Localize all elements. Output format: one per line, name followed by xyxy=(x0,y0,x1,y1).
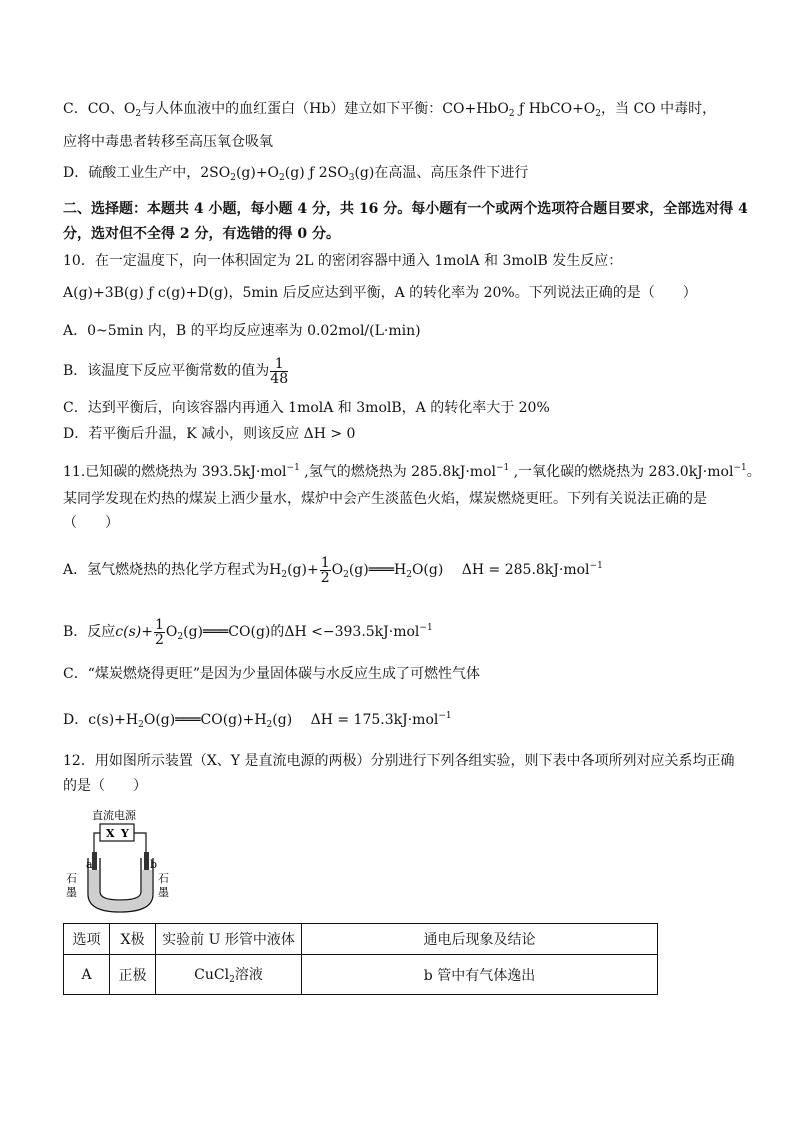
row-x-pole: 正极 xyxy=(110,955,156,995)
x-label: X xyxy=(106,827,115,840)
q10-option-d: D．若平衡后升温，K 减小，则该反应 ΔH > 0 xyxy=(63,426,356,442)
table-header-row xyxy=(64,924,658,955)
fraction-1-48: $\frac{1}{48}$ xyxy=(270,355,289,387)
q11-stem-cont: 某同学发现在灼热的煤炭上洒少量水，煤炉中会产生淡蓝色火焰，煤炭燃烧更旺。下列有关说法正确的是 xyxy=(63,491,707,507)
left-graphite-1: 石 xyxy=(66,872,77,885)
row-result: b 管中有气体逸出 xyxy=(302,955,658,995)
q11-option-a: A．氢气燃烧热的热化学方程式为$H_2(g)+$ $\frac{1}{2}$ $O_2(g)═══H_2O(g)$ ΔH = 285.8kJ·mol$^{-1}$ xyxy=(63,554,603,586)
table-row xyxy=(64,955,658,995)
q12-stem: 12．用如图所示装置（X、Y 是直流电源的两极）分别进行下列各组实验，则下表中各项所列对应关系均正确 xyxy=(63,753,735,769)
power-label: 直流电源 xyxy=(92,809,136,822)
q11-stem-paren: （ ） xyxy=(63,515,119,531)
header-liquid: 实验前 U 形管中液体 xyxy=(156,924,302,955)
q10-option-c: C．达到平衡后，向该容器内再通入 1molA 和 3molB，A 的转化率大于 20% xyxy=(63,400,550,416)
row-option: A xyxy=(64,955,110,995)
option-c-q9: C．CO、$O_2$与人体血液中的血红蛋白（Hb）建立如下平衡：CO+HbO$_2$ ƒ $HbCO+O_2$，当 CO 中毒时， xyxy=(63,101,717,119)
q10-stem: 10．在一定温度下，向一体积固定为 2L 的密闭容器中通入 1molA 和 3molB 发生反应： xyxy=(63,253,623,269)
y-label: Y xyxy=(121,827,129,840)
q12-stem-cont: 的是（ ） xyxy=(63,778,147,794)
row-liquid: CuCl$_2$溶液 xyxy=(156,955,302,995)
fraction-half: $\frac{1}{2}$ xyxy=(320,554,330,586)
right-wire xyxy=(134,833,146,852)
header-x-pole: X极 xyxy=(110,924,156,955)
q11-option-c: C．“煤炭燃烧得更旺”是因为少量固体碳与水反应生成了可燃性气体 xyxy=(63,666,481,682)
electrode-b-label: b xyxy=(150,858,158,871)
q11-option-b: B．反应c(s)+ $\frac{1}{2}$ $O_2(g)═══CO(g)$的ΔH <−393.5kJ·mol$^{-1}$ xyxy=(63,616,433,648)
electrode-a-label: a xyxy=(86,858,93,871)
section-2-heading: 二、选择题：本题共 4 小题，每小题 4 分，共 16 分。每小题有一个或两个选项符合题目要求，全部选对得 4 xyxy=(63,201,748,217)
q10-option-a: A．0~5min 内，B 的平均反应速率为 0.02mol/(L·min) xyxy=(63,323,421,339)
u-tube-liquid xyxy=(89,870,152,911)
left-wire xyxy=(94,833,100,852)
option-c-q9-cont: 应将中毒患者转移至高压氧仓吸氧 xyxy=(63,134,273,150)
fraction-half: $\frac{1}{2}$ xyxy=(154,616,164,648)
u-tube-inner xyxy=(100,858,141,900)
right-graphite-1: 石 xyxy=(158,872,169,885)
section-2-heading-cont: 分，选对但不全得 2 分，有选错的得 0 分。 xyxy=(63,226,340,242)
q10-stem-cont: A(g)+3B(g) ƒ c(g)+D(g)，5min 后反应达到平衡，A 的转化率为 20%。下列说法正确的是（ ） xyxy=(63,285,697,301)
q11-stem: 11.已知碳的燃烧热为 393.5kJ·mol$^{-1}$ ,氢气的燃烧热为 285.8kJ·mol$^{-1}$ ,一氧化碳的燃烧热为 283.0kJ·mol$^{-1}$。 xyxy=(63,463,761,480)
electrolysis-u-tube-diagram xyxy=(64,808,169,916)
option-d-q9: D．硫酸工业生产中，$2SO_2(g)+O_2(g)$ ƒ $2SO_3(g)$在高温、高压条件下进行 xyxy=(63,165,529,183)
left-graphite-2: 墨 xyxy=(66,886,77,899)
experiment-table xyxy=(63,923,658,995)
q10-option-b: B．该温度下反应平衡常数的值为 $\frac{1}{48}$ xyxy=(63,355,289,387)
right-graphite-2: 墨 xyxy=(158,886,169,899)
header-option: 选项 xyxy=(64,924,110,955)
q11-option-d: D．$c(s)+H_2O(g)═══CO(g)+H_2(g)$ ΔH = 175.3kJ·mol$^{-1}$ xyxy=(63,711,452,730)
header-result: 通电后现象及结论 xyxy=(302,924,658,955)
